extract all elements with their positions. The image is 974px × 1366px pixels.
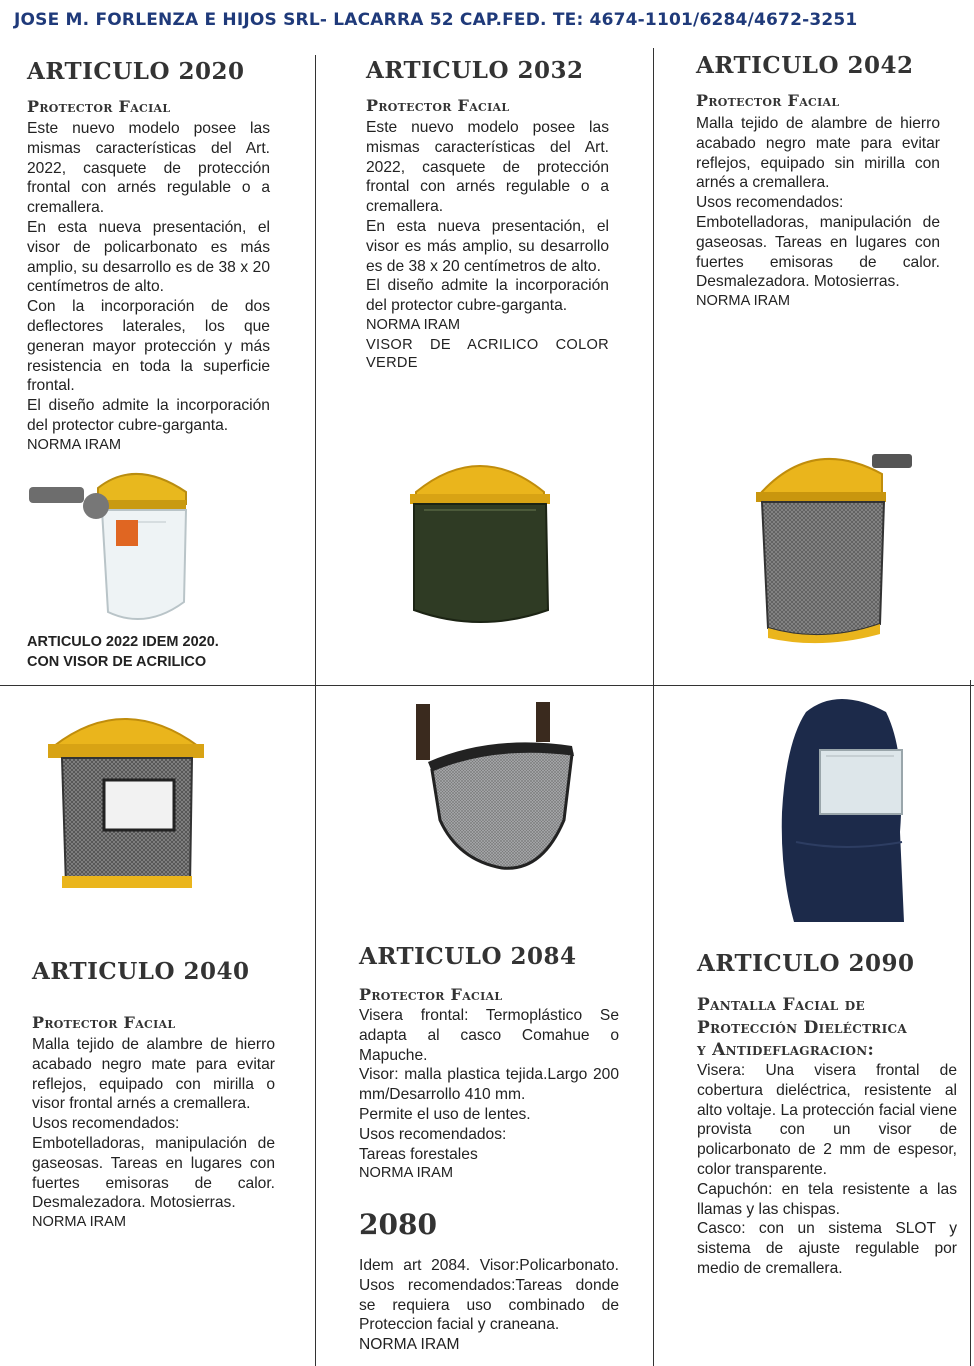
paragraph: Malla tejido de alambre de hierro acabado negro mate para evitar reflejos, equipado sin mirilla con arnés a cremallera.: [696, 115, 940, 192]
norma-iram: NORMA IRAM: [359, 1165, 454, 1182]
paragraph: Idem art 2084. Visor:Policarbonato. Usos recomendados:Tareas donde se requiera uso combinado de Proteccion facial y craneana.: [359, 1257, 619, 1334]
paragraph: Tareas forestales: [359, 1145, 478, 1163]
article-2080-title: 2080: [359, 1208, 437, 1241]
article-2042-description: [696, 114, 940, 312]
paragraph: Visera frontal: Termoplástico Se adapta al casco Comahue o Mapuche.: [359, 1007, 619, 1064]
divider: [970, 680, 971, 1366]
caption-line: CON VISOR DE ACRILICO: [27, 653, 207, 670]
dielectric-hood-image: [776, 692, 908, 926]
paragraph: Usos recomendados:: [359, 1125, 507, 1143]
article-2040-description: [32, 1035, 275, 1233]
paragraph: Este nuevo modelo posee las mismas características del Art. 2022, casquete de protección frontal con arnés regulable o a cremallera.: [366, 119, 609, 216]
face-shield-clear-image: [26, 462, 196, 630]
norma-iram: NORMA IRAM: [27, 436, 122, 453]
article-2084-title: ARTICULO 2084: [359, 943, 577, 970]
mesh-shield-with-window-image: [40, 700, 210, 896]
visor-note: VISOR DE ACRILICO COLOR VERDE: [366, 336, 609, 371]
divider: [315, 55, 316, 1366]
company-header: JOSE M. FORLENZA E HIJOS SRL- LACARRA 52 CAP.FED. TE: 4674-1101/6284/4672-3251: [14, 10, 858, 30]
paragraph: En esta nueva presentación, el visor de policarbonato es más amplio, su desarrollo es de 38 x 20 centímetros de alto.: [27, 218, 270, 296]
paragraph: Con la incorporación de dos deflectores laterales, los que generan mayor protección y más resistencia en toda la superficie frontal.: [27, 298, 270, 395]
article-2042-title: ARTICULO 2042: [696, 52, 914, 79]
article-2020-description: [27, 119, 270, 456]
norma-iram: NORMA IRAM: [366, 316, 461, 333]
article-2040-title: ARTICULO 2040: [32, 958, 250, 985]
article-2090-subtitle: [697, 994, 907, 1062]
paragraph: Casco: con un sistema SLOT y sistema de ajuste regulable por medio de cremallera.: [697, 1220, 957, 1277]
norma-iram: NORMA IRAM: [696, 293, 791, 310]
subtitle-line: y Antideflagracion:: [697, 1040, 875, 1060]
paragraph: Malla tejido de alambre de hierro acabado negro mate para evitar reflejos, equipado con mirilla o visor frontal arnés a cremallera.: [32, 1036, 275, 1113]
article-2020-subtitle: Protector Facial: [27, 97, 171, 116]
article-2032-title: ARTICULO 2032: [366, 57, 584, 84]
caption-line: ARTICULO 2022 IDEM 2020.: [27, 634, 219, 650]
divider: [0, 685, 974, 686]
divider: [653, 48, 654, 1366]
paragraph: Capuchón: en tela resistente a las llamas y las chispas.: [697, 1180, 957, 1218]
paragraph: Este nuevo modelo posee las mismas características del Art. 2022, casquete de protección frontal con arnés regulable o a cremallera.: [27, 120, 270, 217]
paragraph: Usos recomendados:: [696, 194, 844, 212]
article-2020-title: ARTICULO 2020: [27, 58, 245, 85]
article-2080-description: [359, 1256, 619, 1355]
paragraph: El diseño admite la incorporación del protector cubre-garganta.: [27, 397, 270, 434]
article-2022-caption: [27, 633, 219, 672]
norma-iram: NORMA IRAM: [32, 1214, 127, 1231]
article-2084-subtitle: Protector Facial: [359, 985, 503, 1004]
plastic-mesh-visor-image: [402, 700, 582, 872]
norma-iram: NORMA IRAM: [359, 1336, 460, 1354]
subtitle-line: Protección Dieléctrica: [697, 1017, 907, 1038]
paragraph: Embotelladoras, manipulación de gaseosas. Tareas en lugares con fuertes emisoras de calor. Desmalezadora. Motosierras.: [696, 213, 940, 291]
article-2090-title: ARTICULO 2090: [697, 950, 915, 977]
article-2032-description: [366, 118, 609, 372]
paragraph: El diseño admite la incorporación del protector cubre-garganta.: [366, 277, 609, 315]
paragraph: Visera: Una visera frontal de cobertura dieléctrica, resistente al alto voltaje. La protección facial viene provista con un visor de policarbonato de 2 mm de espesor, color transparente.: [697, 1062, 957, 1178]
article-2090-description: [697, 1061, 957, 1279]
paragraph: Permite el uso de lentes.: [359, 1105, 531, 1123]
article-2042-subtitle: Protector Facial: [696, 91, 840, 110]
article-2084-description: [359, 1006, 619, 1184]
paragraph: Usos recomendados:: [32, 1115, 180, 1133]
face-shield-green-image: [404, 450, 556, 630]
paragraph: En esta nueva presentación, el visor es más amplio, su desarrollo es de 38 x 20 centímetros de alto.: [366, 217, 609, 275]
paragraph: Embotelladoras, manipulación de gaseosas. Tareas en lugares con fuertes emisoras de calor. Desmalezadora. Motosierras.: [32, 1134, 275, 1212]
mesh-shield-image: [752, 444, 918, 646]
article-2040-subtitle: Protector Facial: [32, 1013, 176, 1032]
paragraph: Visor: malla plastica tejida.Largo 200 mm/Desarrollo 410 mm.: [359, 1066, 619, 1104]
article-2032-subtitle: Protector Facial: [366, 96, 510, 115]
subtitle-line: Pantalla Facial de: [697, 995, 865, 1015]
